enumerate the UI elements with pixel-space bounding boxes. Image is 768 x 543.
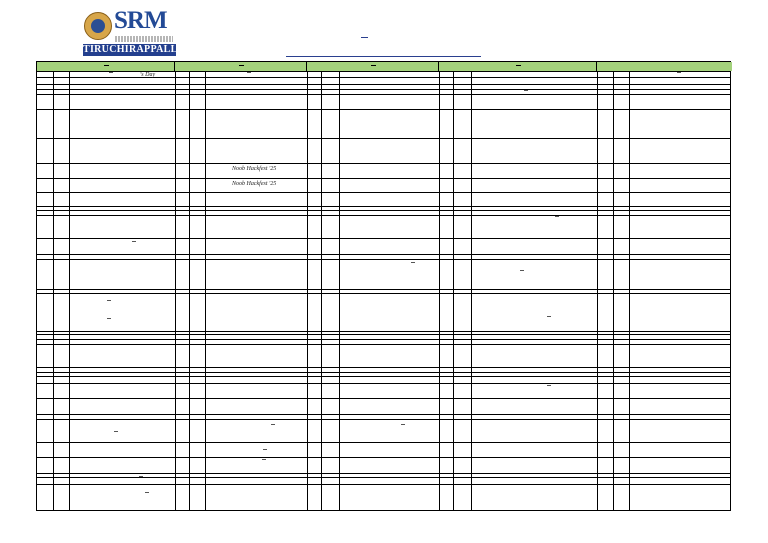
cell-mark — [145, 492, 149, 493]
month-header-5 — [597, 62, 732, 71]
event-cell: Noob Hackfest '25 — [232, 166, 277, 172]
cell-mark — [547, 385, 551, 386]
row-divider — [37, 344, 730, 345]
row-divider — [37, 477, 730, 478]
cell-mark — [263, 449, 267, 450]
cell-mark — [247, 72, 251, 73]
row-divider — [37, 367, 730, 368]
logo-campus-bar: TIRUCHIRAPPALLI — [83, 44, 182, 55]
institution-seal-icon — [84, 12, 112, 40]
row-divider — [37, 109, 730, 110]
row-divider — [37, 192, 730, 193]
column-divider — [53, 71, 54, 510]
row-divider — [37, 484, 730, 485]
column-divider — [629, 71, 630, 510]
row-divider — [37, 419, 730, 420]
cell-mark — [132, 241, 136, 242]
row-divider — [37, 94, 730, 95]
row-divider — [37, 442, 730, 443]
cell-mark — [411, 262, 415, 263]
cell-mark — [524, 90, 528, 91]
row-divider — [37, 383, 730, 384]
column-divider — [307, 71, 308, 510]
column-divider — [597, 71, 598, 510]
cell-mark — [109, 72, 113, 73]
row-divider — [37, 293, 730, 294]
row-divider — [37, 138, 730, 139]
column-divider — [175, 71, 176, 510]
cell-mark — [107, 318, 111, 319]
institution-logo — [83, 7, 182, 56]
row-divider — [37, 414, 730, 415]
column-divider — [453, 71, 454, 510]
column-divider — [613, 71, 614, 510]
logo-wordmark: SRM — [114, 7, 167, 34]
column-divider — [321, 71, 322, 510]
column-divider — [205, 71, 206, 510]
cell-mark — [271, 424, 275, 425]
row-divider — [37, 238, 730, 239]
cell-mark — [401, 424, 405, 425]
row-divider — [37, 259, 730, 260]
row-divider — [37, 178, 730, 179]
row-divider — [37, 210, 730, 211]
row-divider — [37, 84, 730, 85]
cell-mark — [547, 316, 551, 317]
title-underline — [286, 56, 481, 57]
row-divider — [37, 163, 730, 164]
cell-mark — [262, 459, 266, 460]
column-divider — [189, 71, 190, 510]
month-header-1 — [37, 62, 175, 71]
row-divider — [37, 473, 730, 474]
column-divider — [439, 71, 440, 510]
column-divider — [339, 71, 340, 510]
cell-mark — [107, 300, 111, 301]
row-divider — [37, 457, 730, 458]
cell-mark — [520, 270, 524, 271]
month-header-4 — [439, 62, 597, 71]
column-divider — [69, 71, 70, 510]
row-divider — [37, 339, 730, 340]
row-divider — [37, 289, 730, 290]
month-header-2 — [175, 62, 307, 71]
row-divider — [37, 376, 730, 377]
row-divider — [37, 331, 730, 332]
cell-mark — [139, 476, 143, 477]
cell-mark — [114, 431, 118, 432]
row-divider — [37, 206, 730, 207]
calendar-table — [36, 61, 731, 511]
logo-tagline — [115, 36, 173, 42]
cell-mark — [677, 72, 681, 73]
cell-mark — [555, 216, 559, 217]
row-divider — [37, 398, 730, 399]
month-header-3 — [307, 62, 439, 71]
row-divider — [37, 372, 730, 373]
column-divider — [471, 71, 472, 510]
row-divider — [37, 334, 730, 335]
event-cell: 's Day — [140, 72, 156, 78]
row-divider — [37, 254, 730, 255]
event-cell: Noob Hackfest '25 — [232, 181, 277, 187]
row-divider — [37, 215, 730, 216]
row-divider — [37, 89, 730, 90]
title-mark — [361, 37, 368, 38]
